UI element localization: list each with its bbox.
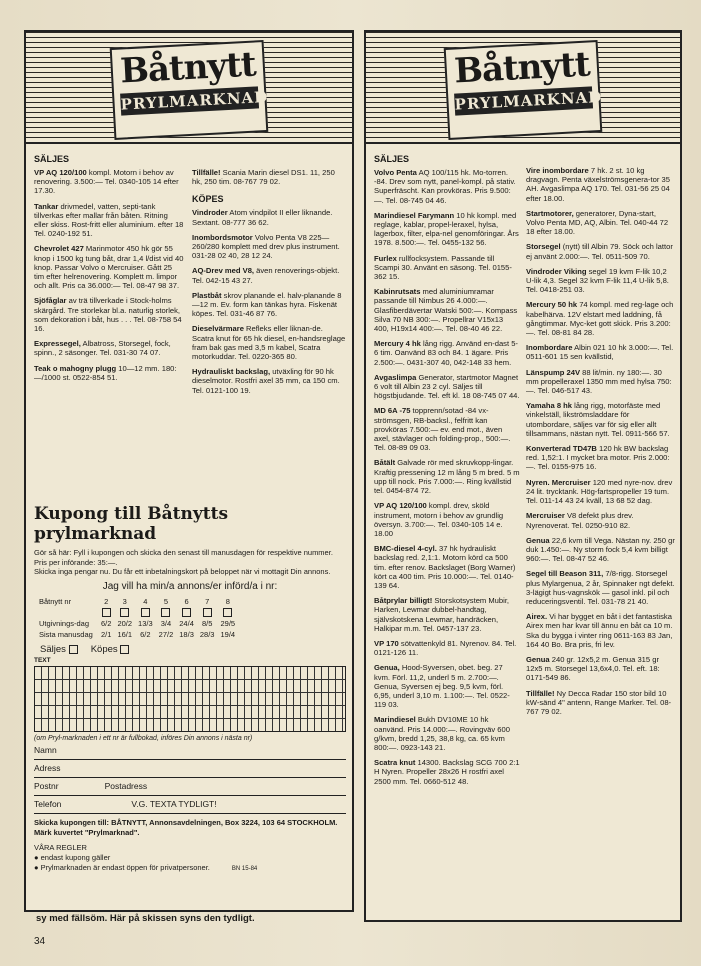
ad-title: Tankar [34, 201, 59, 211]
ad-title: Yamaha 8 hk [526, 401, 573, 411]
coupon-title: Kupong till Båtnytts prylmarknad [34, 504, 229, 544]
issue-number: 4 [143, 596, 148, 606]
ad-body: 120 med nyre-nov. drev 24 lit. trycktank. Hög-fartspropeller 19 tum. Tel. 011-14 43 24 kväll, 13 68 52 dag. [526, 477, 673, 506]
ad-body: sötvattenkyld 81. Nyrenov. 84. Tel. 0121-126 11. [374, 638, 517, 658]
classified-ad [374, 406, 520, 452]
logo-sub: PRYLMARKNAD [120, 87, 269, 114]
manus-date: 6/2 [140, 630, 151, 640]
ad-title: Expressegel, [34, 339, 81, 349]
logo-sub: PRYLMARKNAD [454, 87, 603, 114]
issue-date: 20/2 [117, 619, 133, 629]
ad-body: skrov planande el. halv-planande 8—12 m. Ev. form kan tänkas hyra. Fiskenät köpes. Tel. 031-46 87 76. [192, 290, 342, 319]
sell-option-label: Säljes [40, 644, 66, 656]
issue-number: 2 [104, 596, 109, 606]
ad-body: Bukh DV10ME 10 hk oanvänd. Pris 14.000:—. Rovingväv 600 g/kvm, bredd 1,25, 38,8 kg, ca. 65 kvm 800:—. 0923-143 21. [374, 715, 510, 752]
manus-date: 2/1 [101, 630, 112, 640]
postal-field[interactable] [34, 781, 346, 796]
ad-title: VP AQ 120/100 [34, 168, 87, 177]
manus-date: 16/1 [117, 630, 133, 640]
ad-body: AQ 100/115 hk. Mo-torren. -84. Drev som nytt, panel-kompl. på stativ. Superfräscht. Kan provköras. Pris 9.500: —. Tel. 08-745 04 46. [374, 168, 516, 205]
ad-body: av trä tillverkade i Stock-holms skärgård. Tre storlekar bl.a. naturlig storlek, som dekoration i båt, hus . . . Tel. 08-758 54 16. [34, 296, 182, 334]
ad-body: generatorer, Dyna-start, Volvo Penta MD, AQ, Albin. Tel. 040-44 72 18 efter 18.00. [526, 208, 669, 237]
ad-body: 14300. Backslag SCG 700 2:1 H Nyren. Propeller 28x26 H rostfri axel 2500 mm. Tel. 0660-512 48. [374, 758, 520, 786]
ad-title: Inombordare [526, 343, 573, 353]
manus-date: 19/4 [220, 630, 236, 640]
banner-left [26, 32, 352, 144]
ad-title: Vire inombordare [526, 166, 589, 175]
ad-body: utväxling för 90 hk dieselmotor. Rostfri axel 35 mm, ca 150 cm. Tel. 0121-100 19. [192, 367, 340, 395]
classified-ad [374, 663, 520, 709]
ad-body: 37 hk hydrauliskt backslag red. 2,1:1. Motorn körd ca 500 tim. efter renov. Backslaget (Borg Warner) kört ca 400 tim. Pris 10.000:—. Tel. 0140-139 64. [374, 544, 516, 590]
rule-1: endast kupong gäller [40, 853, 111, 863]
ad-title: Båtprylar billigt! [374, 596, 433, 606]
issue-checkbox[interactable] [161, 608, 170, 617]
coupon-payment: Skicka inga pengar nu. Du får ett inbetalningskort på beloppet när vi mottagit Din annons. [34, 567, 331, 576]
ad-body: kompl. drev, sköld instrument, motorn i behov av grundlig översyn. 3.700:—. Tel. 0340-105 14 e. 18.00 [374, 501, 504, 538]
type-choice [40, 644, 346, 655]
ad-body: Atom vindpilot II eller liknande. Sextant. 08-777 36 62. [192, 208, 333, 227]
ad-body: även renoverings-objekt. Tel. 042-15 43 27. [192, 266, 340, 285]
right-col1 [374, 154, 520, 792]
ad-title: Furlex [374, 253, 397, 263]
ad-body: 10—12 mm. 180:—/1000 st. 0522-854 51. [34, 363, 177, 382]
ad-body: Albin 021 10 hk 3.000:—. Tel. 0511-601 15 sen kvällstid, [526, 343, 674, 362]
classified-ad [34, 339, 184, 357]
issue-checkbox[interactable] [182, 608, 191, 617]
print-clearly-note: V.G. TEXTA TYDLIGT! [131, 799, 217, 810]
ad-body: segel 19 kvm F-lik 10,2 U-lik 4,3. Segel 32 kvm F-lik 11,4 U-lik 5,8. Tel. 0418-251 03. [526, 266, 669, 295]
ad-title: Genua [526, 535, 550, 545]
issue-number: 7 [205, 596, 210, 606]
classified-ad [374, 596, 520, 633]
ad-title: BMC-diesel 4-cyl. [374, 544, 437, 554]
name-field[interactable] [34, 745, 346, 760]
ad-title: MD 6A -75 [374, 406, 411, 416]
classified-ad [374, 458, 520, 495]
ad-title: Mercury 4 hk [374, 339, 421, 349]
classified-ad [526, 569, 676, 606]
ad-title: VP AQ 120/100 [374, 501, 427, 511]
ad-title: Vindroder Viking [526, 266, 587, 276]
classified-ad [526, 242, 676, 260]
classified-ad [34, 364, 184, 382]
ad-body: med aluminiumramar passande till Nimbus 26 4.000:—. Glasfiberdävertar Watski 500:—. Kompass Silva 70 NB 300:—. Propellrar V15x13 400, H19x14 400:—. Tel. 08-40 46 22. [374, 287, 518, 334]
issue-number: 5 [163, 596, 169, 606]
classified-ad [374, 544, 520, 590]
classified-ad [526, 444, 676, 472]
full-note: (om Pryl-marknaden i ett nr är fullbokad, införes Din annons i nästa nr) [34, 735, 253, 743]
issue-checkbox[interactable] [203, 608, 212, 617]
logo-right [444, 40, 603, 140]
classified-ad [526, 368, 676, 396]
ad-body: 74 kompl. med reg-lage och kabelhärva. 12V elstart med laddning, få gångtimmar. Myc-ket gott skick. Pris 3.200:—. Tel. 08-81 84 28. [526, 300, 674, 338]
sell-heading: SÄLJES [374, 154, 410, 164]
postnr-label: Postnr [34, 781, 59, 792]
classified-ad [526, 536, 676, 564]
ad-body: Marinmotor 450 hk gör 55 knop i 1500 kg tung båt, drar 1,4 l/dist vid 40 knop. Passar Volvo o Mercruiser. Gått 25 tim efter helrenovering. Komplett m. limpor och allt. Pris ca 36.000:— Tel. 08-47 98 37. [34, 244, 184, 291]
classified-ad [526, 511, 676, 529]
issue-checkbox[interactable] [102, 608, 111, 617]
logo-left [110, 40, 269, 140]
ad-title: Nyren. Mercruiser [526, 477, 591, 487]
ad-title: Marindiesel Farymann [374, 210, 455, 220]
ad-body: 22,6 kvm till Vega. Nästan ny. 250 gr duk 1.450:—. Ny storm fock 5,4 kvm billigt 960:—. Tel. 08-47 52 46. [526, 535, 675, 564]
classified-ad [34, 244, 184, 290]
label-manus: Sista manusdag [39, 630, 93, 640]
ad-body: Ny Decca Radar 150 stor bild 10 kW-sänd 4" antenn, Range Marker. Tel. 08-767 79 02. [526, 688, 672, 716]
ad-title: Sjöfåglar [34, 296, 67, 306]
classified-ad [526, 655, 676, 683]
ad-body: Galvade rör med skruvkopp-lingar. Kraftig pressening 12 m lång 5 m bred. 5 m upp till nock. Pris 7.000:—. Ring kvällstid tel. 0454-874 72. [374, 458, 520, 496]
right-panel [364, 30, 682, 922]
classified-ad [526, 166, 676, 203]
manus-date: 27/2 [158, 630, 174, 640]
page-number: 34 [34, 936, 46, 947]
classified-ad [374, 211, 520, 248]
issue-date: 29/5 [220, 619, 236, 629]
ad-title: Inombordsmotor [192, 232, 253, 242]
classified-ad [526, 267, 676, 295]
classified-ad [192, 208, 346, 226]
ad-body: 88 lit/min. ny 180:—. 30 mm propelleraxel 1350 mm med hylsa 750:—. Tel. 046-517 43. [526, 367, 672, 396]
ad-body: 10 hk kompl. med reglage, kablar, propel-leraxel, hylsa, lagerbox, filter, elpa-nel genomföringar. Års 1978. 8.500:—. Tel. 0455-132 56. [374, 210, 519, 248]
ad-body: Refleks eller liknan-de. Scatra knut för 65 hk diesel, en-handsreglage fram bak gas med 3,5 m kabel, Scatra motorkuddar. Tel. 0220-365 80. [192, 324, 346, 362]
label-utg: Utgivnings-dag [39, 619, 90, 629]
classified-ad [192, 168, 346, 186]
buy-checkbox[interactable] [120, 645, 129, 654]
ad-title: Båtält [374, 458, 396, 468]
ad-title: Genua, [374, 663, 400, 673]
ad-title: Startmotorer, [526, 208, 574, 218]
rules-title: VÅRA REGLER [34, 843, 87, 853]
classified-ad [526, 300, 676, 337]
page-caption: sy med fällsöm. Här på skissen syns den tydligt. [36, 913, 255, 924]
ad-title: Segel till Beason 311, [526, 569, 604, 579]
ad-body: 7 hk. 2 st. 10 kg dragvagn. Penta växelströmsgenera-tor 35 AH. Avgaslimpa AQ 170. Tel. 031-56 25 04 efter 18.00. [526, 166, 670, 203]
classified-ad [374, 287, 520, 333]
issue-number: 8 [225, 596, 230, 606]
ad-body: 120 hk BW backslag red. 1,52:1. I mycket bra motor. Pris 2.000:—. Tel. 0155-975 16. [526, 444, 670, 472]
classified-ad [374, 339, 520, 367]
issue-checkbox[interactable] [223, 608, 232, 617]
classified-ad [34, 202, 184, 239]
classified-ad [192, 324, 346, 361]
classified-ad [526, 612, 676, 649]
ad-body: Albatross, Storsegel, fock, spinn., 2 säsonger. Tel. 031-30 74 07. [34, 339, 171, 358]
classified-ad [526, 343, 676, 361]
banner-right [366, 32, 680, 144]
issue-date: 13/3 [138, 619, 153, 629]
sell-checkbox[interactable] [69, 645, 78, 654]
ad-body: 7/8-rigg. Storsegel plus Mylargenua, 2 år, Spinnaker ngt defekt. 3-lägigt hus-vagnskök — gasol inkl. pil och reduceringsventil. Tel. 031-78 21 40. [526, 569, 675, 606]
issue-number: 3 [122, 596, 127, 606]
address-label: Adress [34, 763, 61, 774]
ad-title: Hydrauliskt backslag, [192, 367, 271, 377]
classified-ad [526, 209, 676, 237]
classified-ad [374, 501, 520, 538]
ad-title: Mercruiser [526, 511, 565, 521]
ad-body: Vi har bygget en båt i det fantastiska Airex men har kvar till ännu en båt ca 10 m. Ska du bygga i vinter ring 0611-163 83 Jan, 164 40 Bo. Bra pris, fri lev. [526, 612, 673, 649]
phone-field[interactable] [34, 799, 346, 814]
ad-title: VP 170 [374, 638, 399, 648]
ad-body: lång rigg. Använd en-dast 5-6 tim. Oanvänd 83 och 84. 1 ägare. Pris 2.500:—. 0431-307 40, 042-148 33 hem. [374, 339, 518, 367]
left-col2 [192, 168, 346, 401]
ad-title: Plastbåt [192, 290, 222, 300]
left-panel [24, 30, 354, 912]
coupon-instructions: Gör så här: Fyll i kupongen och skicka den senast till manusdagen för respektive nummer. [34, 548, 333, 557]
manus-date: 18/3 [179, 630, 194, 640]
issue-date: 6/2 [101, 619, 112, 629]
coupon-price: Pris per införande: 35:—. [34, 557, 118, 567]
ad-body: Hood-Syversen, obet. beg. 27 kvm. Förl. 11,2, underl 5 m. 2.700:—. Genua, Syversen ej beg. 9,5 kvm, förl. 6,95, underl 3,10 m. 1.100:—. Tel. 0522-119 03. [374, 663, 510, 710]
ad-title: Storsegel [526, 242, 561, 252]
ad-title: Tillfälle! [192, 168, 221, 177]
ad-title: Länspump 24V [526, 367, 581, 377]
address-field[interactable] [34, 763, 346, 778]
ad-title: Genua [526, 654, 550, 664]
ad-title: Marindiesel [374, 715, 416, 725]
ad-title: Airex. [526, 612, 548, 622]
classified-ad [374, 715, 520, 752]
buy-option-label: Köpes [90, 644, 118, 656]
ad-body: V8 defekt plus drev. Nyrenoverat. Tel. 0250-910 82. [526, 511, 634, 530]
postadress-label: Postadress [104, 781, 148, 792]
ad-body: Generator, startmotor Magnet 6 volt till Albin 23 2 cyl. Säljes till högstbjudande. Tel. eft kl. 18 08-745 07 44. [374, 372, 520, 401]
ad-title: Mercury 50 hk [526, 300, 578, 310]
issue-checkbox[interactable] [120, 608, 129, 617]
left-col1 [34, 154, 184, 388]
classified-ad [34, 168, 184, 196]
coupon-ask: Jag vill ha min/a annons/er införd/a i nr: [102, 580, 278, 592]
issue-number: 6 [184, 596, 189, 606]
ad-body: topprenn/sotad -84 vx-strömsgen, RB-backsl., felfritt kan provköras 7.500:— ev. end mot., även axel, stävlager och folding-prop., 500:—. Tel. 08-89 09 03. [374, 406, 511, 453]
classified-ad [374, 168, 520, 205]
ad-body: 240 gr. 12x5,2 m. Genua 315 gr 12x5 m. Storsegel 13,6x4,0. Tel. eft. 18: 0171-549 86. [526, 654, 660, 683]
ad-body: Scania Marin diesel DS1. 11, 250 hk, 250 tim. 08-767 79 02. [192, 168, 335, 187]
rule-2: Prylmarknaden är endast öppen för privatpersoner. [40, 863, 210, 873]
logo-main: Båtnytt [119, 44, 257, 92]
sell-heading: SÄLJES [34, 154, 70, 164]
name-label: Namn [34, 745, 57, 756]
ad-body: lång rigg, motorfäste med vinkelställ, likströmsladdare för utombordare, säljes var för sig eller allt tillsammans, nästan nytt. Tel. 0911-566 57. [526, 401, 670, 438]
ad-body: kompl. Motorn i behov av renovering. 3.500:— Tel. 0340-105 14 efter 17.30. [34, 168, 179, 196]
logo-main: Båtnytt [453, 44, 591, 92]
ad-body: (nytt) till Albin 79. Söck och lattor ej använt 2.000:—. Tel. 0511-509 70. [526, 242, 673, 261]
buy-heading: KÖPES [192, 194, 224, 205]
ad-body: Volvo Penta V8 225—260/280 komplett med drev plus instrument. 031-28 02 40, 28 12 24. [192, 232, 340, 261]
ad-body: drivmedel, vatten, septi-tank tillverkas efter mallar från båten. Ritning eller skiss. Rost-fritt eller aluminium. efter 18 Tel. 0240-192 51. [34, 201, 184, 239]
bullet-icon: ● [34, 863, 39, 873]
rules [34, 843, 346, 874]
bullet-icon: ● [34, 853, 39, 863]
issue-code: BN 15-84 [231, 866, 258, 873]
manus-date: 28/3 [199, 630, 215, 640]
issue-date: 24/4 [179, 619, 194, 629]
ad-title: Avgaslimpa [374, 372, 417, 382]
classified-ad [192, 291, 346, 319]
issue-date: 3/4 [160, 619, 172, 629]
classified-ad [192, 233, 346, 261]
classified-ad [374, 639, 520, 657]
send-address: Skicka kupongen till: BÅTNYTT, Annonsavdelningen, Box 3224, 103 64 STOCKHOLM. Märk kuvertet "Prylmarknad". [34, 818, 338, 837]
label-nr: Båtnytt nr [39, 596, 72, 606]
ad-title: Tillfälle! [526, 688, 555, 698]
ad-body: Storskotsystem Mubir, Harken, Lewmar dubbel-handtag, självskotskena Lewmar, handräcken, Halkipar m.m. Tel. 0457-137 23. [374, 596, 510, 633]
right-col2 [526, 166, 676, 722]
ad-title: Volvo Penta [374, 168, 417, 177]
classified-ad [374, 254, 520, 282]
text-grid[interactable] [34, 666, 346, 732]
issue-checkbox[interactable] [141, 608, 150, 617]
classified-ad [34, 296, 184, 333]
issue-date: 8/5 [201, 619, 213, 629]
classified-ad [526, 689, 676, 717]
ad-title: Chevrolet 427 [34, 244, 84, 254]
ad-title: Kabinrutsats [374, 287, 421, 297]
issue-schedule [36, 596, 238, 641]
ad-title: Vindroder [192, 208, 228, 218]
ad-title: AQ-Drev med V8, [192, 266, 255, 276]
classified-ad [374, 758, 520, 786]
classified-ad [526, 401, 676, 438]
ad-title: Konverterad TD47B [526, 444, 597, 454]
coupon [34, 504, 346, 874]
ad-title: Dieselvärmare [192, 324, 244, 334]
classified-ad [374, 373, 520, 401]
ad-title: Scatra knut [374, 758, 416, 768]
ad-title: Teak o mahogny plugg [34, 363, 117, 373]
classified-ad [526, 478, 676, 506]
phone-label: Telefon [34, 799, 62, 810]
classified-ad [192, 367, 346, 395]
text-label: TEXT [34, 657, 51, 665]
ad-body: rullfocksystem. Passande till Scampi 30. Använt en säsong. Tel. 0155-362 15. [374, 253, 512, 282]
classified-ad [192, 266, 346, 284]
